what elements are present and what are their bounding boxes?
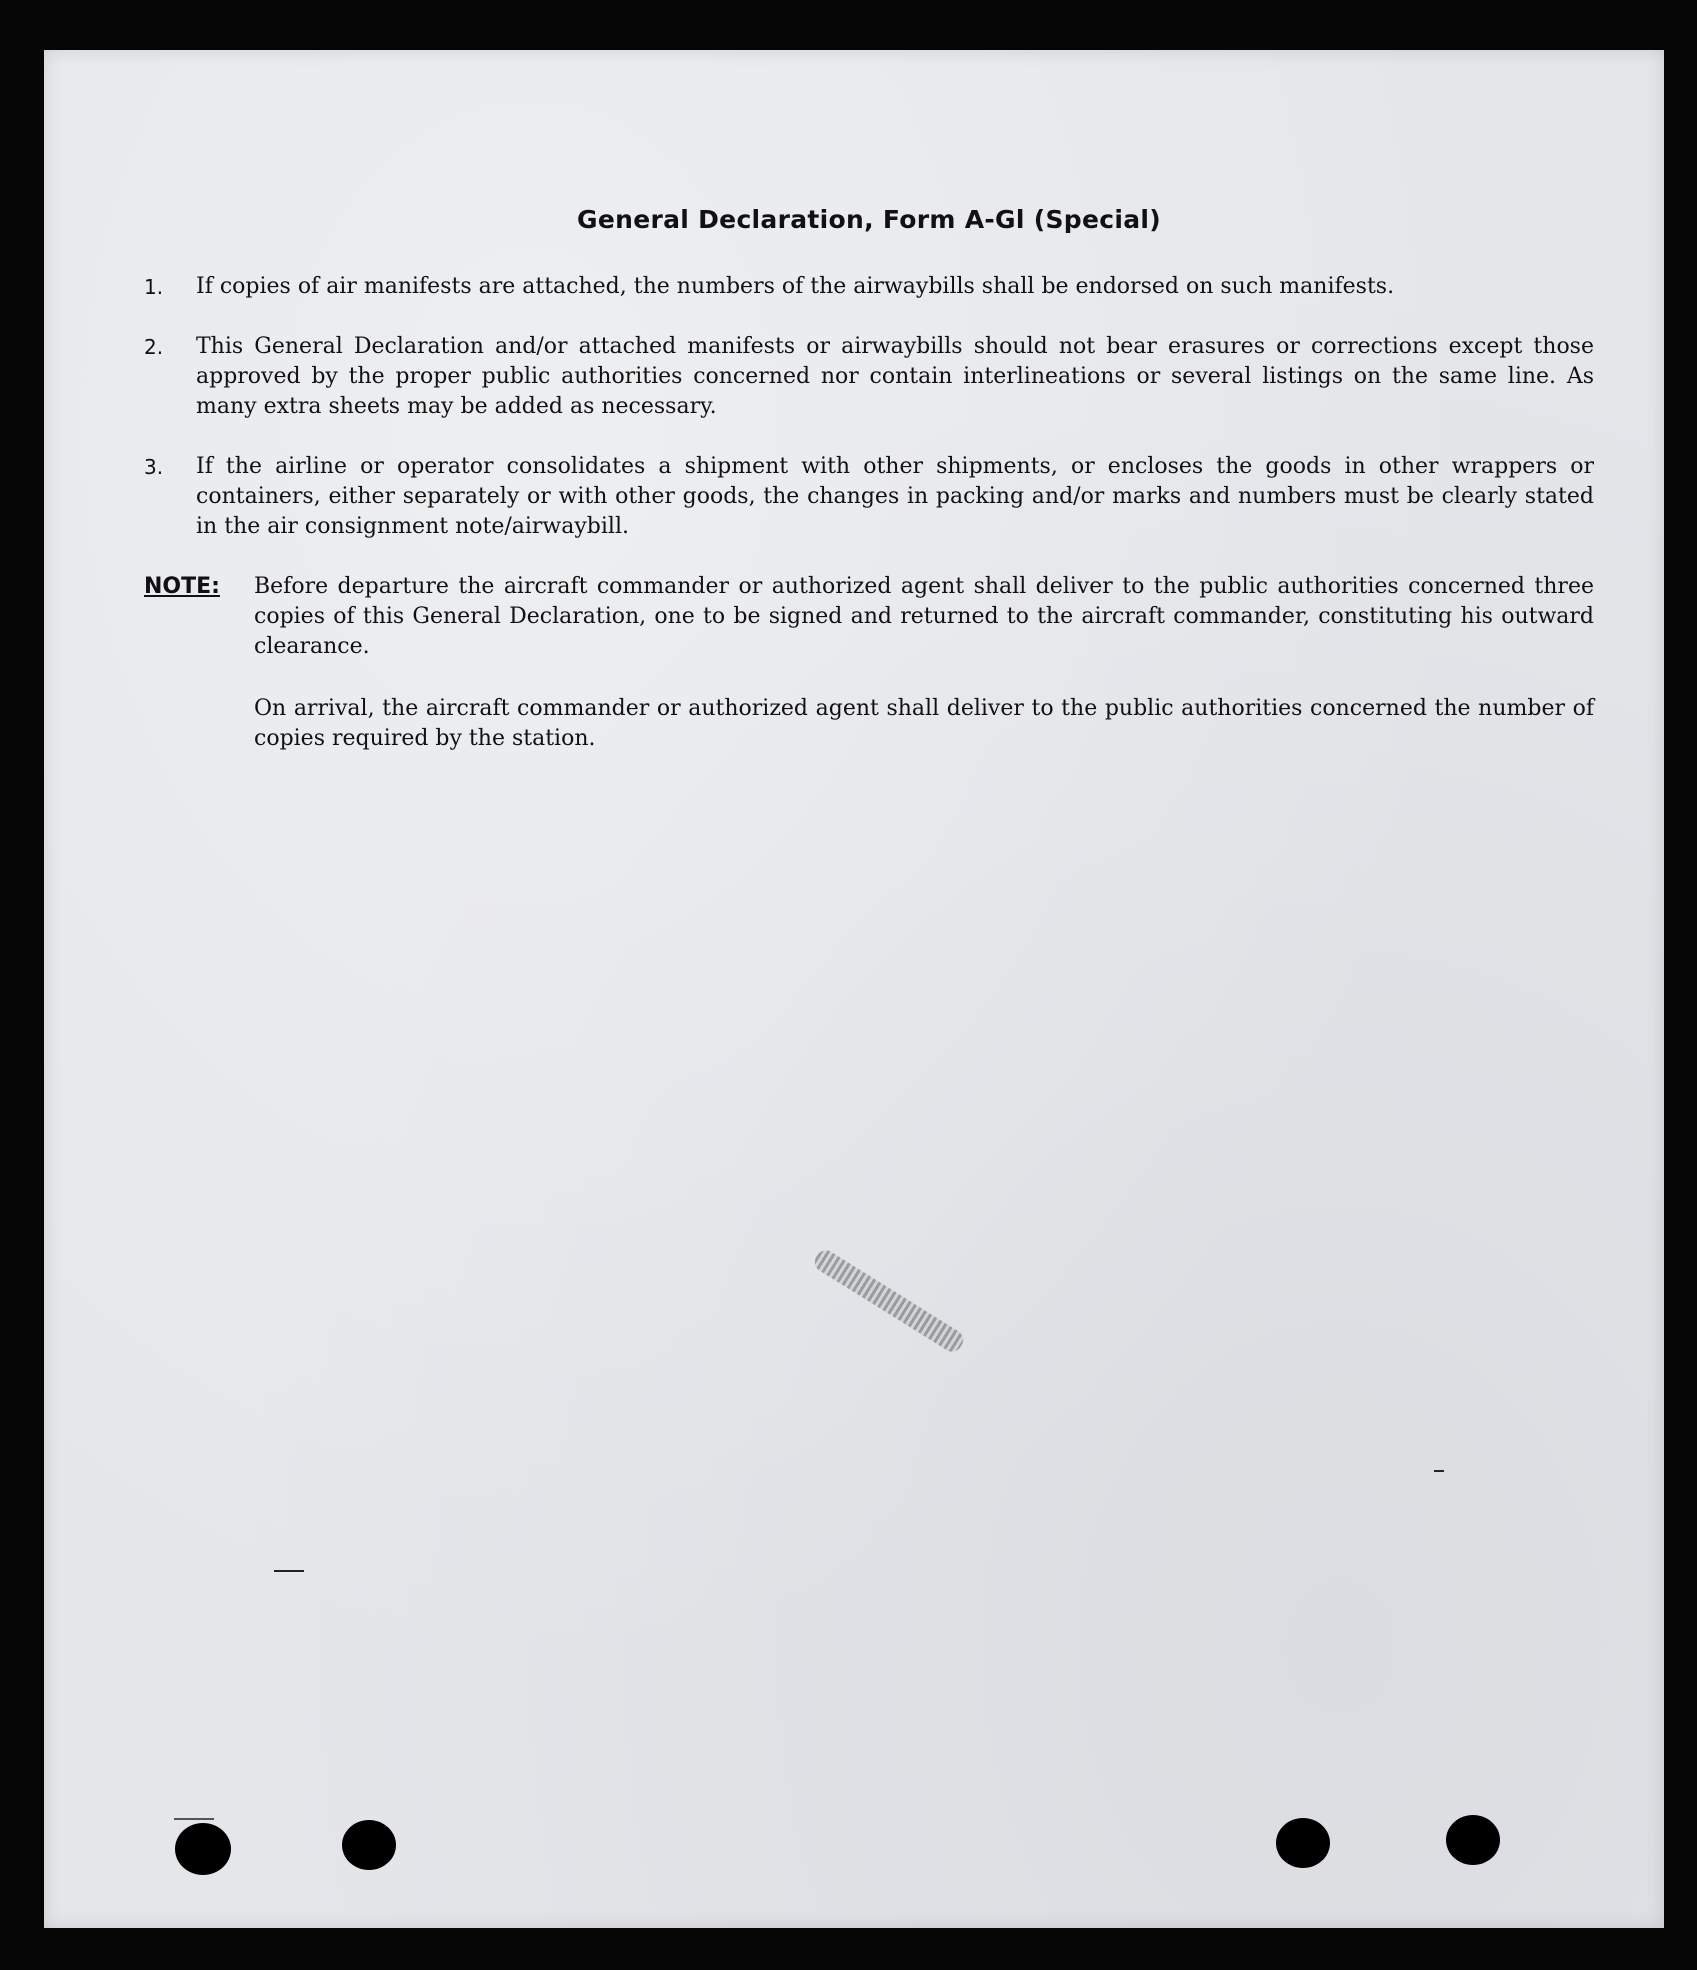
ink-smudge xyxy=(811,1247,967,1356)
punch-hole-right-1 xyxy=(1276,1818,1330,1868)
item-number: 1. xyxy=(144,275,164,299)
stray-mark xyxy=(1434,1470,1444,1472)
document-page xyxy=(44,50,1664,1928)
list-item-1 xyxy=(144,272,1594,302)
item-number: 3. xyxy=(144,455,164,479)
note-paragraph-departure: Before departure the aircraft commander or authorized agent shall deliver to the public authorities concerned three copies of this General Declaration, one to be signed and returned to the aircraft commander, constituting his outward clearance. xyxy=(254,574,1594,659)
list-item-2 xyxy=(144,332,1594,422)
punch-hole-left-2 xyxy=(342,1820,396,1870)
note-body-2 xyxy=(254,694,1594,782)
stray-mark xyxy=(174,1818,214,1820)
note-section xyxy=(144,572,1594,690)
note-body xyxy=(254,572,1594,690)
item-number: 2. xyxy=(144,335,164,359)
item-text: If copies of air manifests are attached, the numbers of the airwaybills shall be endorsed on such manifests. xyxy=(196,274,1395,299)
item-text: This General Declaration and/or attached manifests or airwaybills should not bear erasures or corrections except those approved by the proper public authorities concerned nor contain interlineations or several listings on the same line. As many extra sheets may be added as necessary. xyxy=(196,334,1594,419)
document-title: General Declaration, Form A-Gl (Special) xyxy=(577,205,1161,234)
item-text: If the airline or operator consolidates a shipment with other shipments, or encloses the goods in other wrappers or containers, either separately or with other goods, the changes in packing and/or marks and numbers must be clearly stated in the air consignment note/airwaybill. xyxy=(196,454,1594,539)
note-indent xyxy=(144,694,254,782)
list-item-3 xyxy=(144,452,1594,542)
document-content xyxy=(144,205,1594,782)
punch-hole-right-2 xyxy=(1446,1815,1500,1865)
note-label: NOTE: xyxy=(144,574,220,599)
note-paragraph-arrival: On arrival, the aircraft commander or authorized agent shall deliver to the public authorities concerned the number of copies required by the station. xyxy=(254,696,1594,751)
stray-mark xyxy=(274,1570,304,1572)
punch-hole-left-1 xyxy=(175,1823,231,1875)
note-section-continued xyxy=(144,694,1594,782)
